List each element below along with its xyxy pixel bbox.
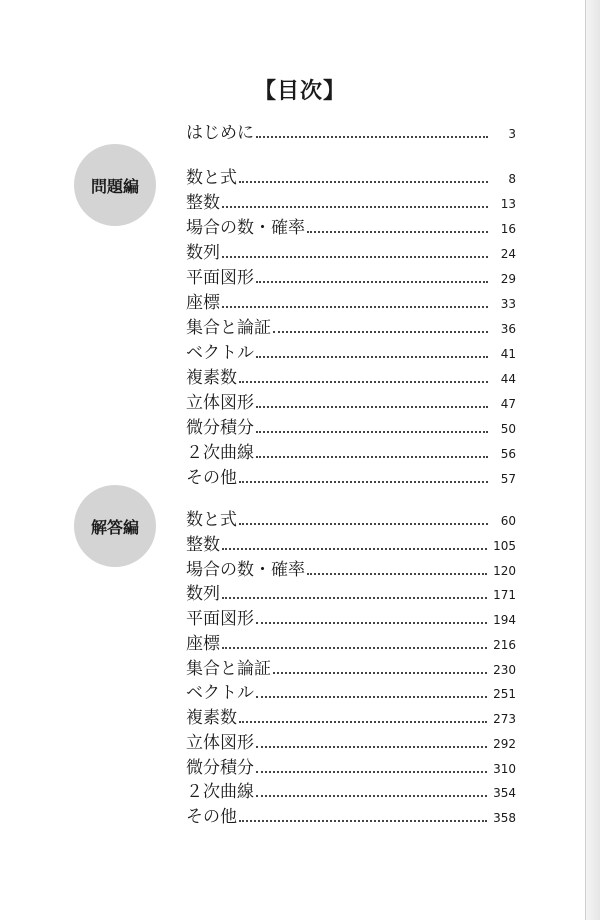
toc-entry-label: 平面図形 bbox=[186, 609, 254, 629]
section-badge-answers: 解答編 bbox=[74, 485, 156, 567]
toc-entry[interactable] bbox=[186, 317, 516, 339]
toc-entry-page: 41 bbox=[500, 347, 516, 361]
toc-entry-label: 数と式 bbox=[186, 168, 237, 188]
dot-leader bbox=[222, 305, 488, 308]
dot-leader bbox=[239, 819, 487, 822]
toc-entry-page: 292 bbox=[493, 737, 516, 751]
dot-leader bbox=[222, 596, 487, 599]
toc-entry-label: ２次曲線 bbox=[186, 443, 254, 463]
toc-entry-label: 微分積分 bbox=[186, 758, 254, 778]
toc-entry-label: 立体図形 bbox=[186, 393, 254, 413]
toc-entry[interactable] bbox=[186, 608, 516, 630]
toc-entry[interactable] bbox=[186, 658, 516, 680]
toc-entry[interactable] bbox=[186, 534, 516, 556]
toc-entry-label: はじめに bbox=[186, 123, 254, 143]
toc-entry-label: その他 bbox=[186, 807, 237, 827]
toc-entry-label: 整数 bbox=[186, 535, 220, 555]
toc-entry-page: 8 bbox=[508, 172, 516, 186]
dot-leader bbox=[222, 255, 488, 258]
toc-entry-label: 整数 bbox=[186, 193, 220, 213]
toc-entry-page: 358 bbox=[493, 811, 516, 825]
toc-entry[interactable] bbox=[186, 217, 516, 239]
dot-leader bbox=[256, 770, 487, 773]
toc-entry-label: 平面図形 bbox=[186, 268, 254, 288]
toc-entry-page: 105 bbox=[493, 539, 516, 553]
dot-leader bbox=[256, 280, 488, 283]
dot-leader bbox=[239, 180, 488, 183]
toc-entry[interactable] bbox=[186, 559, 516, 581]
page-edge bbox=[585, 0, 600, 920]
toc-entry-page: 171 bbox=[493, 588, 516, 602]
toc-entry-page: 33 bbox=[500, 297, 516, 311]
dot-leader bbox=[239, 380, 488, 383]
dot-leader bbox=[273, 671, 487, 674]
toc-entry-label: 場合の数・確率 bbox=[186, 560, 305, 580]
toc-entry-page: 29 bbox=[500, 272, 516, 286]
toc-entry[interactable] bbox=[186, 583, 516, 605]
toc-entry-page: 50 bbox=[500, 422, 516, 436]
toc-entry-page: 24 bbox=[500, 247, 516, 261]
toc-entry-page: 310 bbox=[493, 762, 516, 776]
toc-entry[interactable] bbox=[186, 781, 516, 803]
toc-entry-label: 場合の数・確率 bbox=[186, 218, 305, 238]
dot-leader bbox=[256, 355, 488, 358]
dot-leader bbox=[273, 330, 488, 333]
dot-leader bbox=[239, 522, 488, 525]
toc-entry-page: 230 bbox=[493, 663, 516, 677]
toc-entry[interactable] bbox=[186, 633, 516, 655]
toc-entry[interactable] bbox=[186, 392, 516, 414]
toc-entry[interactable] bbox=[186, 417, 516, 439]
toc-entry-page: 194 bbox=[493, 613, 516, 627]
toc-entry-page: 273 bbox=[493, 712, 516, 726]
dot-leader bbox=[307, 230, 488, 233]
toc-entry[interactable] bbox=[186, 342, 516, 364]
toc-entry-page: 44 bbox=[500, 372, 516, 386]
dot-leader bbox=[256, 455, 488, 458]
toc-entry-page: 36 bbox=[500, 322, 516, 336]
toc-entry-page: 57 bbox=[500, 472, 516, 486]
toc-entry-label: ２次曲線 bbox=[186, 782, 254, 802]
toc-entry[interactable] bbox=[186, 442, 516, 464]
toc-entry-page: 13 bbox=[500, 197, 516, 211]
toc-entry-page: 47 bbox=[500, 397, 516, 411]
toc-entry-page: 56 bbox=[500, 447, 516, 461]
toc-entry-page: 3 bbox=[508, 127, 516, 141]
toc-entry[interactable] bbox=[186, 192, 516, 214]
dot-leader bbox=[256, 621, 487, 624]
toc-entry[interactable] bbox=[186, 707, 516, 729]
dot-leader bbox=[222, 646, 487, 649]
toc-entry-label: 複素数 bbox=[186, 368, 237, 388]
toc-entry[interactable] bbox=[186, 467, 516, 489]
toc-entry-page: 120 bbox=[493, 564, 516, 578]
toc-entry[interactable] bbox=[186, 167, 516, 189]
dot-leader bbox=[222, 547, 487, 550]
toc-entry[interactable] bbox=[186, 757, 516, 779]
toc-entry-label: 座標 bbox=[186, 634, 220, 654]
dot-leader bbox=[222, 205, 488, 208]
toc-entry-label: 集合と論証 bbox=[186, 659, 271, 679]
page-title: 【目次】 bbox=[253, 79, 346, 104]
dot-leader bbox=[256, 695, 487, 698]
toc-entry-label: 数列 bbox=[186, 584, 220, 604]
dot-leader bbox=[307, 572, 487, 575]
toc-entry-intro[interactable] bbox=[186, 122, 516, 144]
toc-entry[interactable] bbox=[186, 267, 516, 289]
toc-entry-page: 16 bbox=[500, 222, 516, 236]
toc-entry[interactable] bbox=[186, 732, 516, 754]
toc-entry[interactable] bbox=[186, 367, 516, 389]
toc-entry-label: ベクトル bbox=[186, 343, 254, 363]
toc-entry-label: 複素数 bbox=[186, 708, 237, 728]
toc-entry[interactable] bbox=[186, 292, 516, 314]
toc-entry-label: 数と式 bbox=[186, 510, 237, 530]
toc-entry-label: 数列 bbox=[186, 243, 220, 263]
section-badge-problems: 問題編 bbox=[74, 144, 156, 226]
toc-entry-page: 216 bbox=[493, 638, 516, 652]
toc-entry-label: 微分積分 bbox=[186, 418, 254, 438]
toc-entry-page: 251 bbox=[493, 687, 516, 701]
toc-entry-label: 立体図形 bbox=[186, 733, 254, 753]
dot-leader bbox=[256, 135, 488, 138]
toc-entry[interactable] bbox=[186, 806, 516, 828]
dot-leader bbox=[239, 480, 488, 483]
dot-leader bbox=[256, 794, 487, 797]
toc-entry-label: その他 bbox=[186, 468, 237, 488]
dot-leader bbox=[256, 430, 488, 433]
dot-leader bbox=[256, 405, 488, 408]
dot-leader bbox=[239, 720, 487, 723]
toc-entry-label: 座標 bbox=[186, 293, 220, 313]
toc-entry-page: 60 bbox=[500, 514, 516, 528]
toc-entry-page: 354 bbox=[493, 786, 516, 800]
dot-leader bbox=[256, 745, 487, 748]
toc-entry[interactable] bbox=[186, 509, 516, 531]
toc-entry[interactable] bbox=[186, 682, 516, 704]
toc-entry-label: 集合と論証 bbox=[186, 318, 271, 338]
toc-entry[interactable] bbox=[186, 242, 516, 264]
toc-entry-label: ベクトル bbox=[186, 683, 254, 703]
